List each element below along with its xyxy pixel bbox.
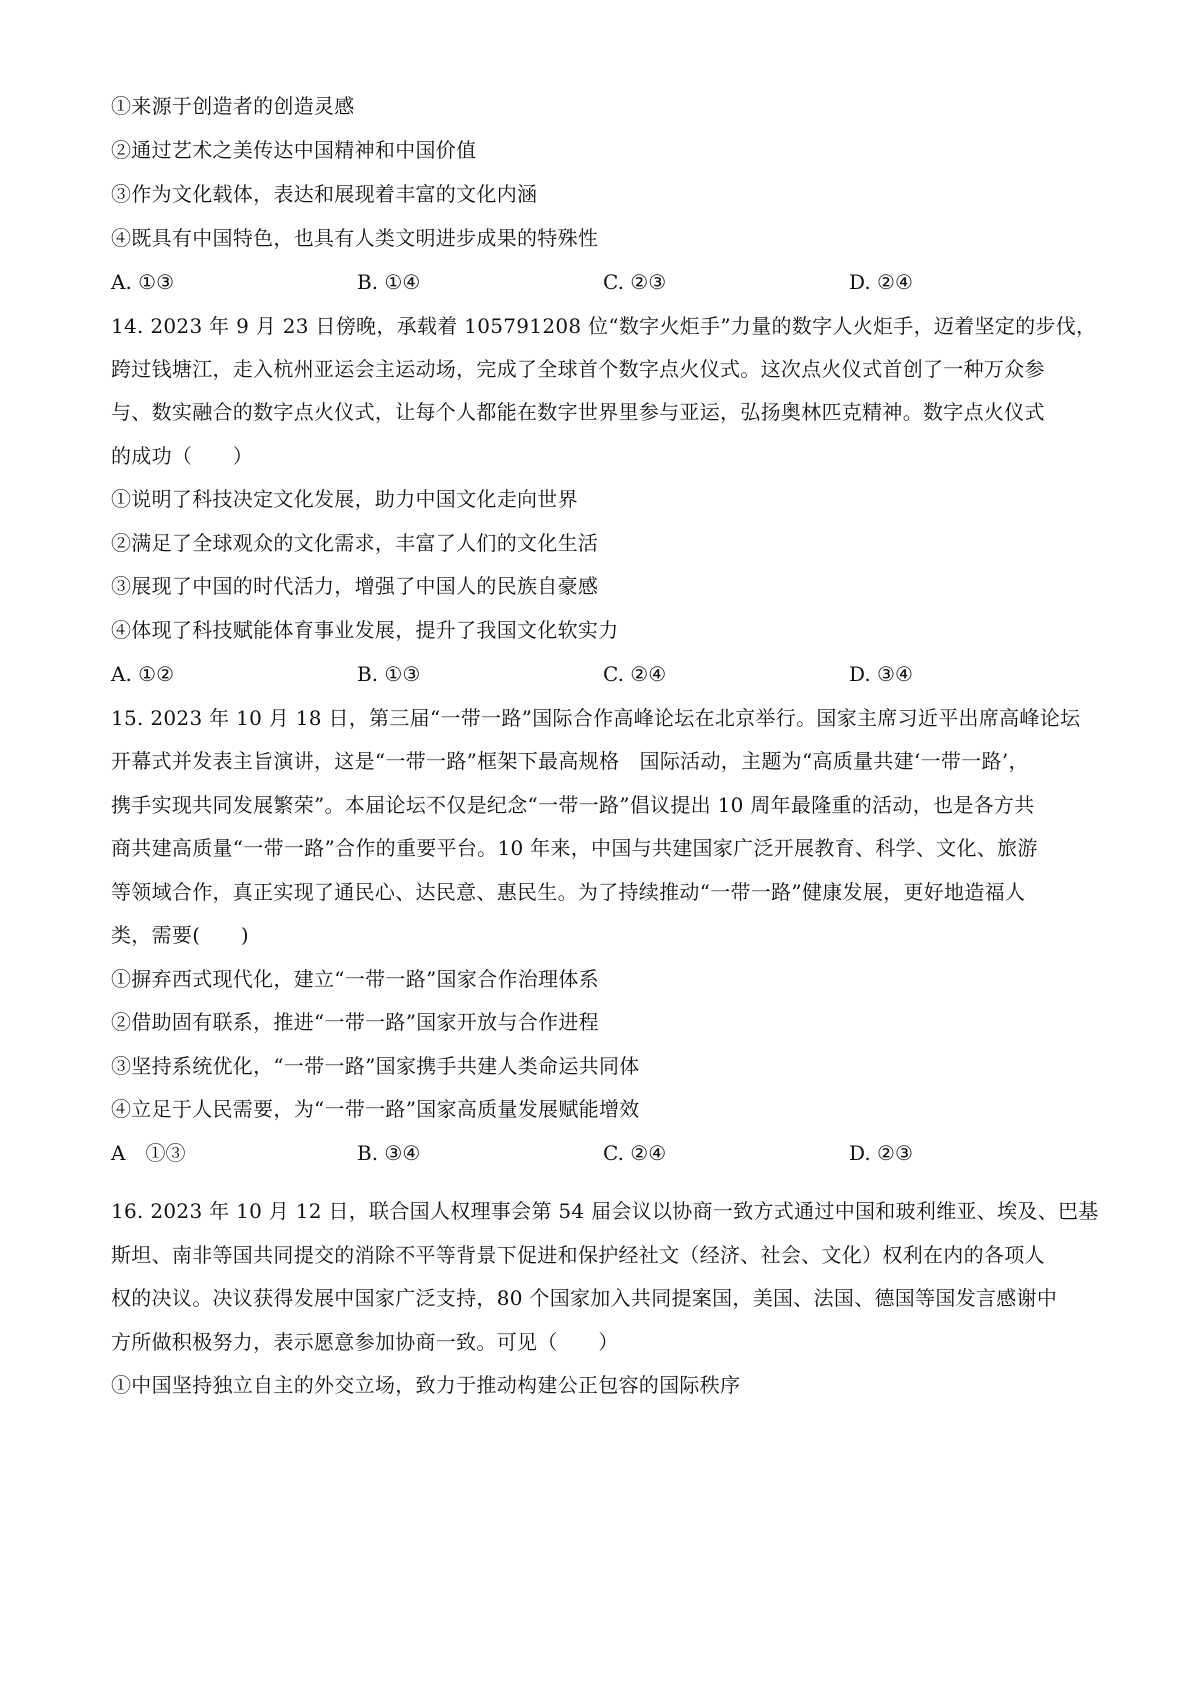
q13-option-3: ③作为文化载体，表达和展现着丰富的文化内涵 bbox=[111, 182, 538, 206]
q15-choice-c[interactable]: C. ②④ bbox=[603, 1141, 667, 1165]
q14-option-4: ④体现了科技赋能体育事业发展，提升了我国文化软实力 bbox=[111, 618, 619, 642]
q13-option-4: ④既具有中国特色，也具有人类文明进步成果的特殊性 bbox=[111, 226, 599, 250]
q15-stem-line-5: 等领域合作，真正实现了通民心、达民意、惠民生。为了持续推动“一带一路”健康发展，更好地造福人 bbox=[111, 880, 1026, 904]
q14-option-1: ①说明了科技决定文化发展，助力中国文化走向世界 bbox=[111, 487, 578, 511]
q13-choice-c[interactable]: C. ②③ bbox=[603, 270, 667, 294]
q15-stem-line-1: 15. 2023 年 10 月 18 日，第三届“一带一路”国际合作高峰论坛在北京举行。国家主席习近平出席高峰论坛 bbox=[111, 706, 1081, 730]
q15-choice-d[interactable]: D. ②③ bbox=[849, 1141, 913, 1165]
q13-choice-d[interactable]: D. ②④ bbox=[849, 270, 913, 294]
q15-option-2: ②借助固有联系，推进“一带一路”国家开放与合作进程 bbox=[111, 1010, 599, 1034]
q15-answer-choices bbox=[111, 1141, 1101, 1165]
q16-option-1: ①中国坚持独立自主的外交立场，致力于推动构建公正包容的国际秩序 bbox=[111, 1373, 741, 1397]
q15-stem-line-6: 类，需要( ) bbox=[111, 923, 250, 947]
q16-stem-line-2: 斯坦、南非等国共同提交的消除不平等背景下促进和保护经社文（经济、社会、文化）权利在内的各项人 bbox=[111, 1243, 1045, 1267]
q14-choice-b[interactable]: B. ①③ bbox=[357, 662, 421, 686]
q14-stem-line-1: 14. 2023 年 9 月 23 日傍晚，承载着 105791208 位“数字火炬手”力量的数字人火炬手，迈着坚定的步伐， bbox=[111, 314, 1097, 338]
q13-answer-choices bbox=[111, 270, 1101, 294]
q13-option-2: ②通过艺术之美传达中国精神和中国价值 bbox=[111, 138, 477, 162]
q15-option-1: ①摒弃西式现代化，建立“一带一路”国家合作治理体系 bbox=[111, 967, 599, 991]
q16-stem-line-4: 方所做积极努力，表示愿意参加协商一致。可见（ ） bbox=[111, 1330, 619, 1354]
q15-option-3: ③坚持系统优化，“一带一路”国家携手共建人类命运共同体 bbox=[111, 1054, 640, 1078]
q13-option-1: ①来源于创造者的创造灵感 bbox=[111, 94, 355, 118]
q14-choice-a[interactable]: A. ①② bbox=[111, 662, 175, 686]
q16-stem-line-3: 权的决议。决议获得发展中国家广泛支持，80 个国家加入共同提案国，美国、法国、德国等国发言感谢中 bbox=[111, 1286, 1058, 1310]
q14-option-3: ③展现了中国的时代活力，增强了中国人的民族自豪感 bbox=[111, 574, 599, 598]
q15-choice-b[interactable]: B. ③④ bbox=[357, 1141, 421, 1165]
q16-stem-line-1: 16. 2023 年 10 月 12 日，联合国人权理事会第 54 届会议以协商一致方式通过中国和玻利维亚、埃及、巴基 bbox=[111, 1199, 1099, 1223]
q15-option-4: ④立足于人民需要，为“一带一路”国家高质量发展赋能增效 bbox=[111, 1097, 640, 1121]
q13-choice-b[interactable]: B. ①④ bbox=[357, 270, 421, 294]
q14-option-2: ②满足了全球观众的文化需求，丰富了人们的文化生活 bbox=[111, 531, 599, 555]
q14-stem-line-4: 的成功（ ） bbox=[111, 444, 254, 468]
q14-stem-line-2: 跨过钱塘江，走入杭州亚运会主运动场，完成了全球首个数字点火仪式。这次点火仪式首创了一种万众参 bbox=[111, 357, 1045, 381]
q14-choice-c[interactable]: C. ②④ bbox=[603, 662, 667, 686]
q15-stem-line-4: 商共建高质量“一带一路”合作的重要平台。10 年来，中国与共建国家广泛开展教育、科学、文化、旅游 bbox=[111, 836, 1038, 860]
q14-stem-line-3: 与、数实融合的数字点火仪式，让每个人都能在数字世界里参与亚运，弘扬奥林匹克精神。数字点火仪式 bbox=[111, 400, 1045, 424]
q13-choice-a[interactable]: A. ①③ bbox=[111, 270, 175, 294]
q15-choice-a[interactable]: A ①③ bbox=[111, 1141, 186, 1165]
q14-answer-choices bbox=[111, 662, 1101, 686]
q15-stem-line-3: 携手实现共同发展繁荣”。本届论坛不仅是纪念“一带一路”倡议提出 10 周年最隆重的活动，也是各方共 bbox=[111, 793, 1035, 817]
q14-choice-d[interactable]: D. ③④ bbox=[849, 662, 913, 686]
q15-stem-line-2: 开幕式并发表主旨演讲，这是“一带一路”框架下最高规格 国际活动，主题为“高质量共建‘一带一路’， bbox=[111, 749, 1029, 773]
